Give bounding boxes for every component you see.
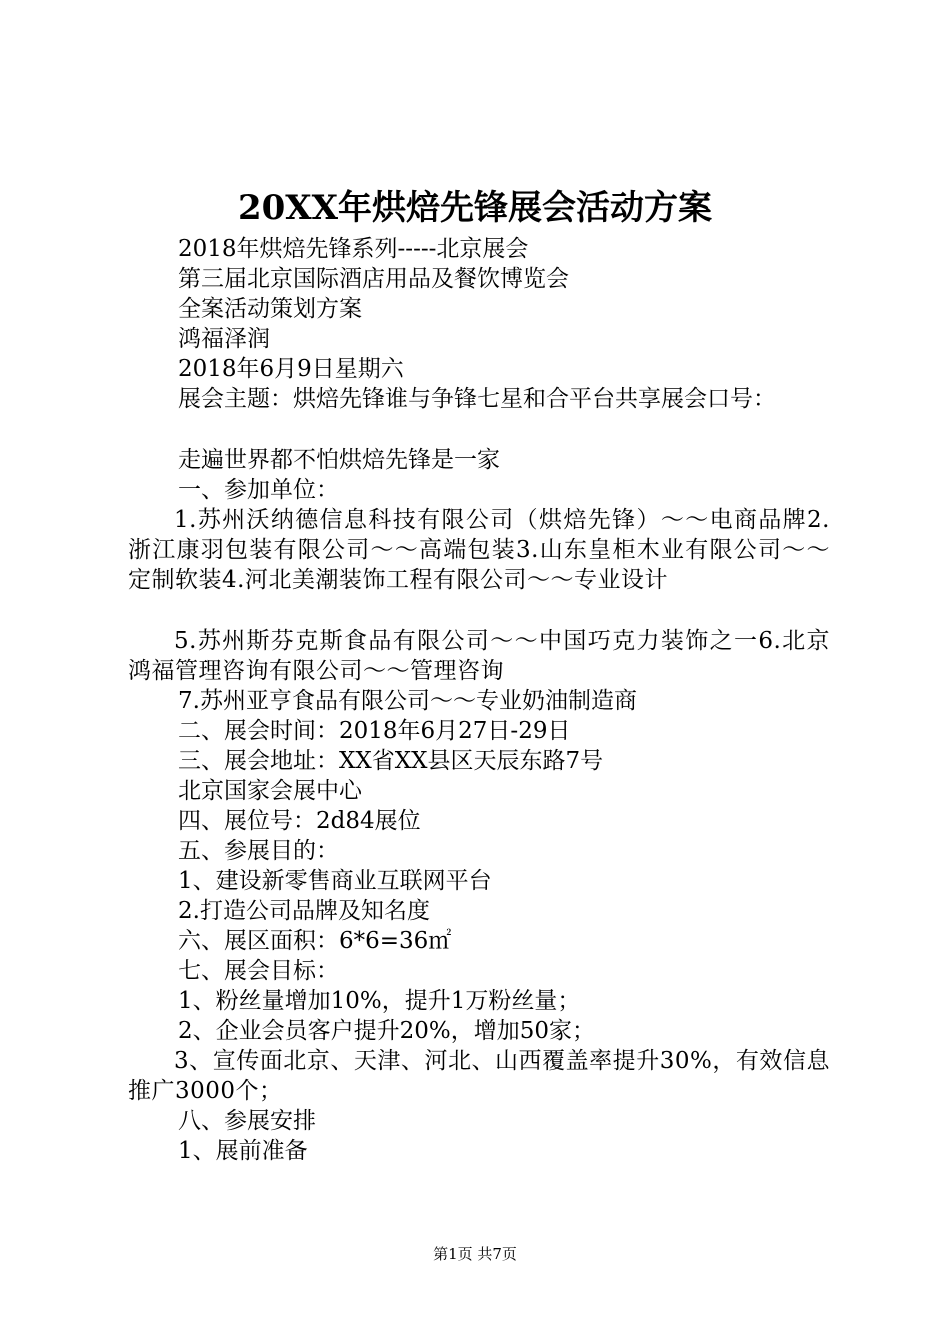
participants-paragraph-3: 7.苏州亚亨食品有限公司～～专业奶油制造商 xyxy=(178,688,637,714)
section-heading-area: 六、展区面积：6*6=36㎡ xyxy=(178,928,452,954)
page-footer: 第1页 共7页 xyxy=(433,1245,517,1263)
goal-item-3: 3、宣传面北京、天津、河北、山西覆盖率提升30%，有效信息推广3000个； xyxy=(128,1048,830,1104)
purpose-item-2: 2.打造公司品牌及知名度 xyxy=(178,898,430,924)
section-heading-participants: 一、参加单位： xyxy=(178,477,339,503)
goal-item-1: 1、粉丝量增加10%，提升1万粉丝量； xyxy=(178,988,581,1014)
date-line: 2018年6月9日星期六 xyxy=(178,356,404,382)
spacer xyxy=(128,595,830,626)
venue-line: 北京国家会展中心 xyxy=(178,778,362,804)
document-body xyxy=(128,234,830,1166)
section-heading-time: 二、展会时间：2018年6月27日-29日 xyxy=(178,718,571,744)
section-heading-purpose: 五、参展目的： xyxy=(178,838,339,864)
plan-name-line: 全案活动策划方案 xyxy=(178,296,362,322)
participants-paragraph-1: 1.苏州沃纳德信息科技有限公司（烘焙先锋）～～电商品牌2.浙江康羽包装有限公司～～高端包装3.山东皇柜木业有限公司～～定制软装4.河北美潮装饰工程有限公司～～专业设计 xyxy=(128,507,830,593)
section-heading-booth: 四、展位号：2d84展位 xyxy=(178,808,421,834)
goal-item-2: 2、企业会员客户提升20%，增加50家； xyxy=(178,1018,596,1044)
document-title: 20XX年烘焙先锋展会活动方案 xyxy=(237,188,713,228)
participants-paragraph-2: 5.苏州斯芬克斯食品有限公司～～中国巧克力装饰之一6.北京鸿福管理咨询有限公司～～管理咨询 xyxy=(128,628,830,684)
theme-line: 展会主题：烘焙先锋谁与争锋七星和合平台共享展会口号： xyxy=(178,386,776,412)
slogan-line: 走遍世界都不怕烘焙先锋是一家 xyxy=(178,447,500,473)
section-heading-arrangement: 八、参展安排 xyxy=(178,1108,316,1134)
expo-name-line: 第三届北京国际酒店用品及餐饮博览会 xyxy=(178,266,569,292)
arrangement-item-1: 1、展前准备 xyxy=(178,1138,308,1164)
section-heading-goals: 七、展会目标： xyxy=(178,958,339,984)
company-line: 鸿福泽润 xyxy=(178,326,270,352)
section-heading-address: 三、展会地址：XX省XX县区天辰东路7号 xyxy=(178,748,604,774)
series-line: 2018年烘焙先锋系列-----北京展会 xyxy=(178,236,529,262)
purpose-item-1: 1、建设新零售商业互联网平台 xyxy=(178,868,492,894)
spacer xyxy=(128,414,830,445)
